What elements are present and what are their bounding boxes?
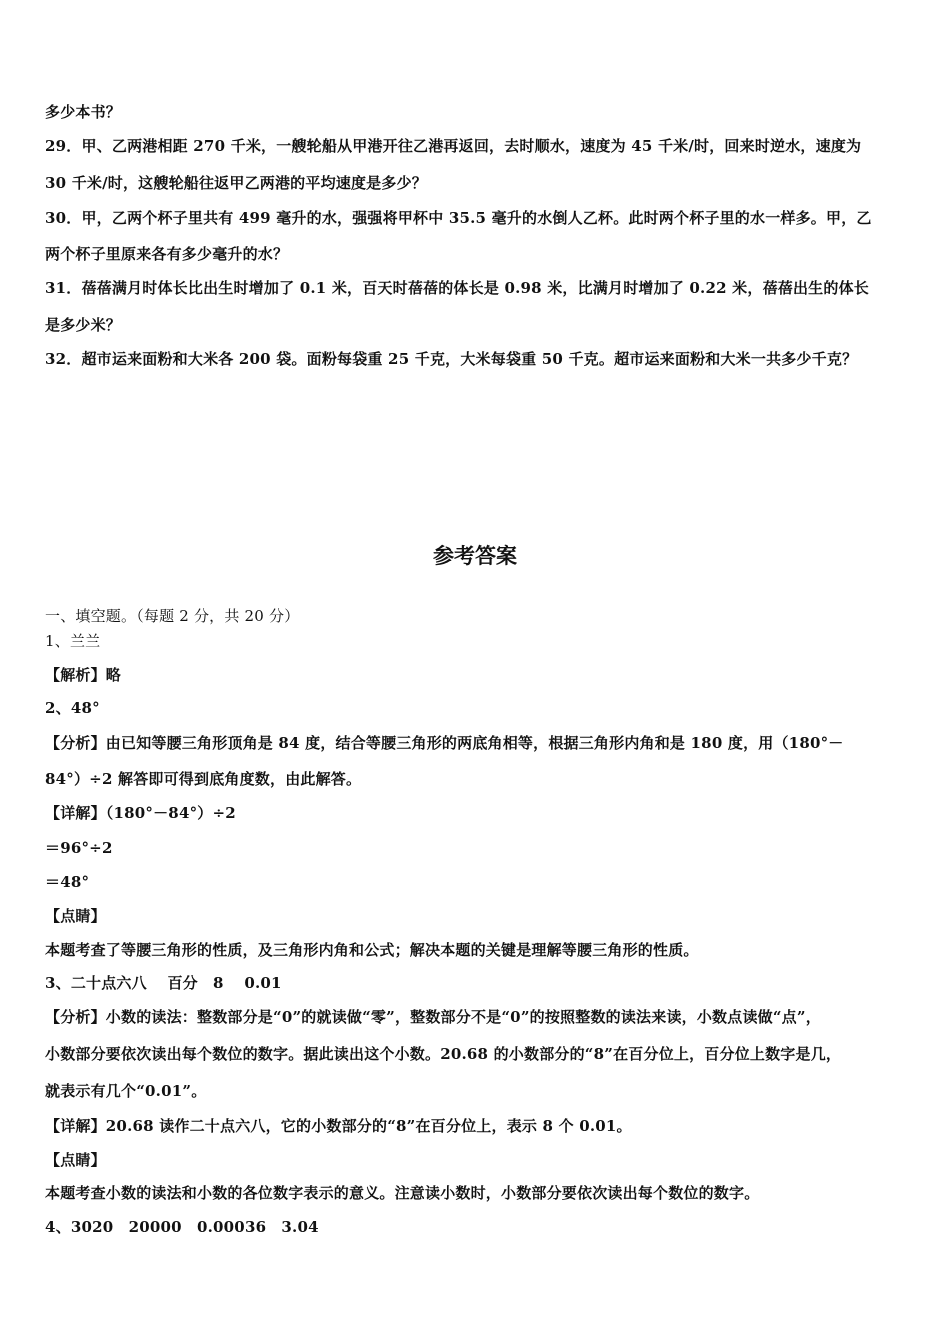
answer-3-analysis-line-1: 【分析】小数的读法：整数部分是“0”的就读做“零”，整数部分不是“0”的按照整数的读法来读，小数点读做“点”， — [45, 1008, 821, 1026]
answer-3-comment: 本题考查小数的读法和小数的各位数字表示的意义。注意读小数时，小数部分要依次读出每个数位的数字。 — [45, 1184, 760, 1202]
answer-3-analysis-line-2: 小数部分要依次读出每个数位的数字。据此读出这个小数。20.68 的小数部分的“8”在百分位上，百分位上数字是几， — [45, 1045, 842, 1063]
answer-2: 2、48° — [45, 699, 100, 717]
answer-2-detail: 【详解】（180°－84°）÷2 — [45, 804, 236, 822]
question-30-line-2: 两个杯子里原来各有多少毫升的水？ — [45, 245, 289, 263]
answer-2-step-1: ＝96°÷2 — [45, 839, 113, 857]
question-28-tail: 多少本书？ — [45, 103, 122, 121]
question-29-line-2: 30 千米/时，这艘轮船往返甲乙两港的平均速度是多少？ — [45, 174, 427, 192]
question-30-line-1: 30．甲，乙两个杯子里共有 499 毫升的水，强强将甲杯中 35.5 毫升的水倒人乙杯。此时两个杯子里的水一样多。甲，乙 — [45, 209, 872, 227]
answer-2-comment-label: 【点睛】 — [45, 907, 106, 925]
answer-3-analysis-line-3: 就表示有几个“0.01”。 — [45, 1082, 207, 1100]
answer-2-step-2: ＝48° — [45, 873, 90, 891]
question-31-line-1: 31．蓓蓓满月时体长比出生时增加了 0.1 米，百天时蓓蓓的体长是 0.98 米，比满月时增加了 0.22 米，蓓蓓出生的体长 — [45, 279, 869, 297]
answer-2-analysis-line-1: 【分析】由已知等腰三角形顶角是 84 度，结合等腰三角形的两底角相等，根据三角形内角和是 180 度，用（180°－ — [45, 734, 844, 752]
answer-1-analysis: 【解析】略 — [45, 666, 122, 684]
answer-3-detail: 【详解】20.68 读作二十点六八，它的小数部分的“8”在百分位上，表示 8 个 0.01。 — [45, 1117, 632, 1135]
answer-4: 4、3020 20000 0.00036 3.04 — [45, 1218, 319, 1236]
question-29-line-1: 29．甲、乙两港相距 270 千米，一艘轮船从甲港开往乙港再返回，去时顺水，速度为 45 千米/时，回来时逆水，速度为 — [45, 137, 862, 155]
answer-2-analysis-line-2: 84°）÷2 解答即可得到底角度数，由此解答。 — [45, 770, 362, 788]
answer-3-comment-label: 【点睛】 — [45, 1151, 106, 1169]
question-32: 32．超市运来面粉和大米各 200 袋。面粉每袋重 25 千克，大米每袋重 50 千克。超市运来面粉和大米一共多少千克？ — [45, 350, 858, 368]
answer-1: 1、兰兰 — [45, 632, 101, 650]
question-31-line-2: 是多少米？ — [45, 316, 122, 334]
answer-2-comment: 本题考查了等腰三角形的性质，及三角形内角和公式；解决本题的关键是理解等腰三角形的性质。 — [45, 941, 699, 959]
section-heading: 一、填空题。（每题 2 分，共 20 分） — [45, 607, 300, 625]
answers-title: 参考答案 — [433, 543, 517, 568]
answer-3: 3、二十点六八 百分 8 0.01 — [45, 974, 282, 992]
